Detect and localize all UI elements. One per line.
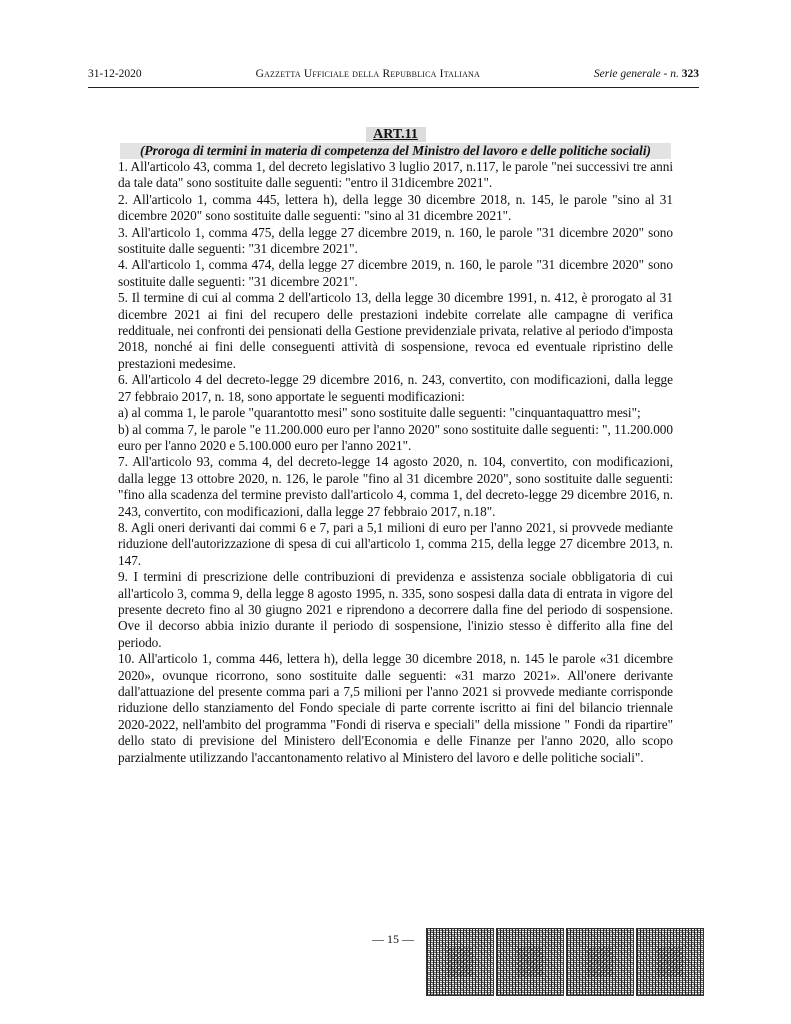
header-series	[594, 68, 699, 80]
paragraph-4: 4. All'articolo 1, comma 474, della legge 27 dicembre 2019, n. 160, le parole "31 dicembre 2020" sono sostituite dalle seguenti: "31 dicembre 2021".	[118, 257, 673, 289]
page-header	[88, 68, 699, 86]
paragraph-6: 6. All'articolo 4 del decreto-legge 29 dicembre 2016, n. 243, convertito, con modificazioni, dalla legge 27 febbraio 2017, n. 18, sono apportate le seguenti modificazioni:	[118, 372, 673, 404]
barcode-4	[636, 928, 704, 996]
header-issue-number: 323	[681, 68, 699, 80]
paragraph-8: 8. Agli oneri derivanti dai commi 6 e 7, pari a 5,1 milioni di euro per l'anno 2021, si provvede mediante riduzione dell'autorizzazione di spesa di cui all'articolo 1, comma 215, della legge 27 dicembre 2013, n. 147.	[118, 519, 673, 568]
page-number: — 15 —	[372, 932, 414, 946]
paragraph-10: 10. All'articolo 1, comma 446, lettera h), della legge 30 dicembre 2018, n. 145 le parole «31 dicembre 2020», ovunque ricorrono, sono sostituite dalle seguenti: «31 marzo 2021». All'onere derivante dall'attuazione del presente comma pari a 7,5 milioni per l'anno 2021 si provvede mediante corrisponde riduzione dello stanziamento del Fondo speciale di parte corrente iscritto ai fini del bilancio triennale 2020-2022, nell'ambito del programma "Fondi di riserva e speciali" della missione " Fondi da ripartire" dello stato di previsione del Ministero dell'Economia e delle Finanze per l'anno 2020, allo scopo parzialmente utilizzando l'accantonamento relativo al Ministero del lavoro e delle politiche sociali".	[118, 651, 673, 765]
article-subtitle: (Proroga di termini in materia di competenza del Ministro del lavoro e delle politiche sociali)	[120, 143, 671, 159]
paragraph-9: 9. I termini di prescrizione delle contribuzioni di previdenza e assistenza sociale obbligatoria di cui all'articolo 3, comma 9, della legge 8 agosto 1995, n. 335, sono sospesi dalla data di entrata in vigore del presente decreto fino al 30 giugno 2021 e riprendono a decorrere dalla fine del periodo di sospensione. Ove il decorso abbia inizio durante il periodo di sospensione, l'inizio stesso è differito alla fine del periodo.	[118, 569, 673, 650]
paragraph-7: 7. All'articolo 93, comma 4, del decreto-legge 14 agosto 2020, n. 104, convertito, con modificazioni, dalla legge 13 ottobre 2020, n. 126, le parole "fino al 31 dicembre 2020", sono sostituite dalle seguenti: "fino alla scadenza del termine previsto dall'articolo 4, comma 1, del decreto-legge 29 dicembre 2016, n. 243, convertito, con modificazioni, dalla legge 27 febbraio 2017, n.18".	[118, 454, 673, 519]
header-rule	[88, 87, 699, 88]
header-date: 31-12-2020	[88, 68, 142, 80]
paragraph-3: 3. All'articolo 1, comma 475, della legge 27 dicembre 2019, n. 160, le parole "31 dicembre 2020" sono sostituite dalle seguenti: "31 dicembre 2021".	[118, 224, 673, 257]
paragraph-6b: b) al comma 7, le parole "e 11.200.000 euro per l'anno 2020" sono sostituite dalle seguenti: ", 11.200.000 euro per l'anno 2020 e 5.100.000 euro per l'anno 2021".	[118, 421, 673, 453]
header-publication: Gazzetta Ufficiale della Repubblica Italiana	[255, 68, 481, 80]
paragraph-5: 5. Il termine di cui al comma 2 dell'articolo 13, della legge 30 dicembre 1991, n. 412, è prorogato al 31 dicembre 2021 ai fini del recupero delle prestazioni indebite correlate alle campagne di verifica reddituale, nei confronti dei pensionati della Gestione previdenziale privata, relative al periodo d'imposta 2018, nonché ai fini delle conseguenti attività di sospensione, revoca ed eventuale ripristino delle prestazioni medesime.	[118, 290, 673, 371]
paragraph-1: 1. All'articolo 43, comma 1, del decreto legislativo 3 luglio 2017, n.117, le parole "nei successivi tre anni da tale data" sono sostituite dalle seguenti: "entro il 31dicembre 2021".	[118, 159, 673, 191]
barcode-3	[566, 928, 634, 996]
paragraph-2: 2. All'articolo 1, comma 445, lettera h), della legge 30 dicembre 2018, n. 145, le parole "sino al 31 dicembre 2020" sono sostituite dalle seguenti: "sino al 31 dicembre 2021".	[118, 191, 673, 224]
header-series-label: Serie generale - n.	[593, 68, 679, 80]
barcode-2	[496, 928, 564, 996]
article-body	[118, 127, 673, 766]
article-title: ART.11	[366, 127, 426, 142]
barcode-1	[426, 928, 494, 996]
paragraph-6a: a) al comma 1, le parole "quarantotto mesi" sono sostituite dalle seguenti: "cinquantaquattro mesi";	[118, 405, 641, 421]
